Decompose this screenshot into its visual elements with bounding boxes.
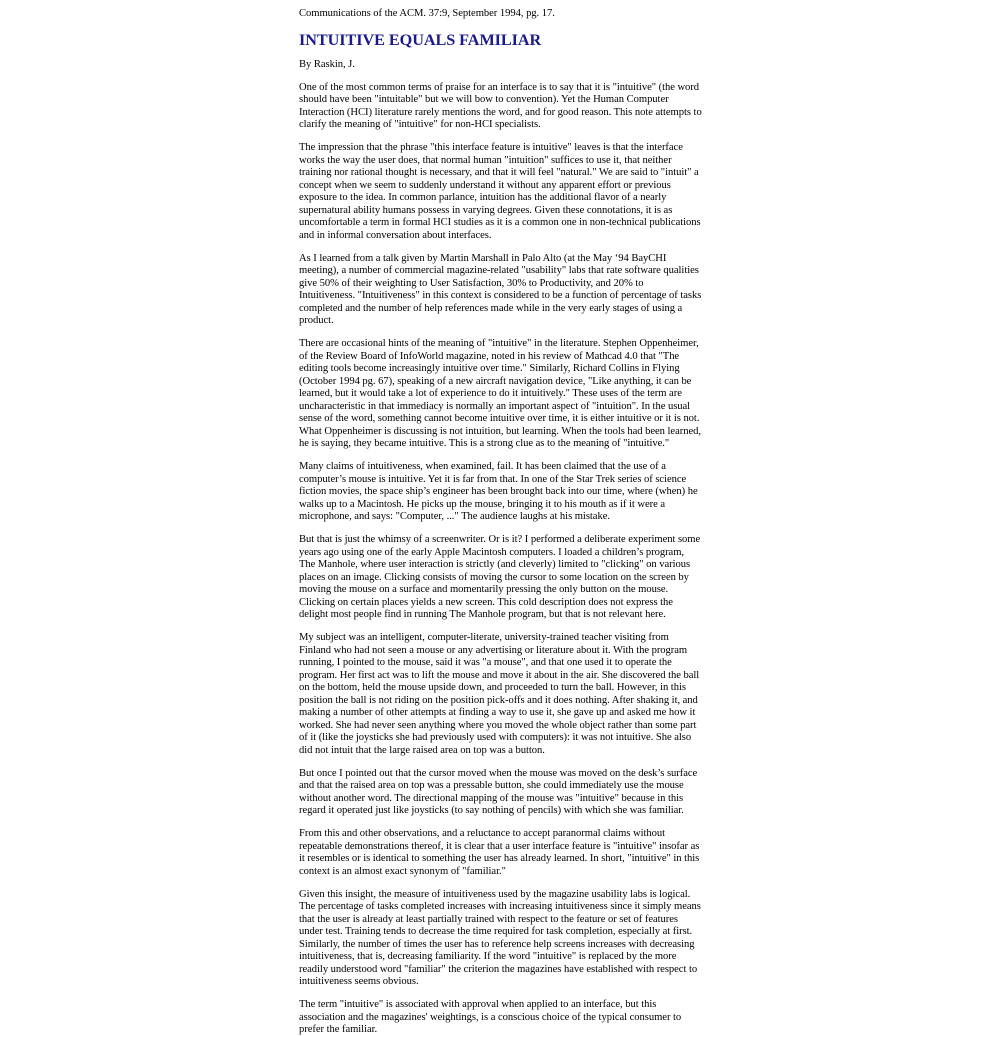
article — [299, 0, 702, 1037]
article-body — [299, 82, 702, 1037]
paragraph: One of the most common terms of praise for an interface is to say that it is "intuitive" (the word should have been "intuitable" but we will bow to convention). Yet the Human Computer Interaction (HCI) literature rarely mentions the word, and for good reason. This note attempts to clarify the meaning of "intuitive" for non-HCI specialists. — [299, 81, 702, 130]
article-title: INTUITIVE EQUALS FAMILIAR — [299, 30, 542, 49]
paragraph: Many claims of intuitiveness, when examined, fail. It has been claimed that the use of a computer’s mouse is intuitive. Yet it is far from that. In one of the Star Trek series of science fiction movies, the space ship’s engineer has been brought back into our time, where (when) he walks up to a Macintosh. He picks up the mouse, bringing it to his mouth as if it were a microphone, and says: "Computer, ..." The audience laughs at his mistake. — [299, 461, 698, 522]
paragraph: But that is just the whimsy of a screenwriter. Or is it? I performed a deliberate experiment some years ago using one of the early Apple Macintosh computers. I loaded a children’s program, The Manhole, where user interaction is strictly (and cleverly) limited to "clicking" on various places on an image. Clicking consists of moving the cursor to some location on the screen by moving the mouse on a surface and momentarily pressing the only button on the mouse. Clicking on certain places yields a new screen. This cold description does not express the delight most people find in running The Manhole program, but that is not relevant here. — [299, 534, 701, 620]
citation: Communications of the ACM. 37:9, September 1994, pg. 17. — [299, 8, 555, 19]
paragraph: As I learned from a talk given by Martin Marshall in Palo Alto (at the May ‘94 BayCHI meeting), a number of commercial magazine-related "usability" labs that rate software qualities give 50% of their weighting to User Satisfaction, 30% to Productivity, and 20% to Intuitiveness. "Intuitiveness" in this context is considered to be a function of percentage of tasks completed and the number of help references made while in the very early stages of using a product. — [299, 252, 702, 326]
paragraph: My subject was an intelligent, computer-literate, university-trained teacher visiting from Finland who had not seen a mouse or any advertising or literature about it. With the program running, I pointed to the mouse, said it was "a mouse", and that one used it to operate the program. Her first act was to lift the mouse and move it about in the air. She discovered the ball on the bottom, held the mouse upside down, and proceeded to turn the ball. However, in this position the ball is not riding on the position pick-offs and it does nothing. After shaking it, and making a number of other attempts at finding a way to use it, she gave up and asked me how it worked. She had never seen anything where you moved the whole object rather than some part of it (like the joysticks she had previously used with computers): it was not intuitive. She also did not intuit that the large raised area on top was a button. — [299, 632, 700, 756]
paragraph: But once I pointed out that the cursor moved when the mouse was moved on the desk’s surface and that the raised area on top was a pressable button, she could immediately use the mouse without another word. The directional mapping of the mouse was "intuitive" because in this regard it operated just like joysticks (to say nothing of pencils) with which she was familiar. — [299, 767, 698, 816]
paragraph: The term "intuitive" is associated with approval when applied to an interface, but this association and the magazines' weightings, is a conscious choice of the typical consumer to prefer the familiar. — [299, 999, 682, 1035]
paragraph: There are occasional hints of the meaning of "intuitive" in the literature. Stephen Oppenheimer, of the Review Board of InfoWorld magazine, noted in his review of Mathcad 4.0 that "The editing tools become increasingly intuitive over time." Similarly, Richard Collins in Flying (October 1994 pg. 67), speaking of a new aircraft navigation device, "Like anything, it can be learned, but it would take a lot of experience to do it intuitively." These uses of the term are uncharacteristic in that immediacy is normally an important aspect of "intuition". In the usual sense of the word, something cannot become intuitive over time, it is either intuitive or it is not. What Oppenheimer is discussing is not intuition, but learning. When the tools had been learned, he is saying, they became intuitive. This is a strong clue as to the meaning of "intuitive." — [299, 338, 701, 449]
paragraph: Given this insight, the measure of intuitiveness used by the magazine usability labs is logical. The percentage of tasks completed increases with increasing intuitiveness since it simply means that the user is already at least partially trained with respect to the feature or set of features under test. Training tends to decrease the time required for task completion, especially at first. Similarly, the number of times the user has to reference help screens increases with decreasing intuitiveness, that is, decreasing familiarity. If the word "intuitive" is replaced by the more readily understood word "familiar" the criterion the magazines have established with respect to intuitiveness seems obvious. — [299, 888, 701, 987]
paragraph: From this and other observations, and a reluctance to accept paranormal claims without repeatable demonstrations thereof, it is clear that a user interface feature is "intuitive" insofar as it resembles or is identical to something the user has already learned. In short, "intuitive" in this context is an almost exact synonym of "familiar." — [299, 828, 700, 877]
paragraph: The impression that the phrase "this interface feature is intuitive" leaves is that the interface works the way the user does, that normal human "intuition" suffices to use it, that neither training nor rational thought is necessary, and that it will feel "natural." We are said to "intuit" a concept when we seem to suddenly understand it without any apparent effort or previous exposure to the idea. In common parlance, intuition has the additional flavor of a nearly supernatural ability humans possess in varying degrees. Given these connotations, it is as uncomfortable a term in formal HCI studies as it is a common one in non-technical publications and in informal conversation about interfaces. — [299, 142, 701, 241]
byline: By Raskin, J. — [299, 58, 355, 70]
